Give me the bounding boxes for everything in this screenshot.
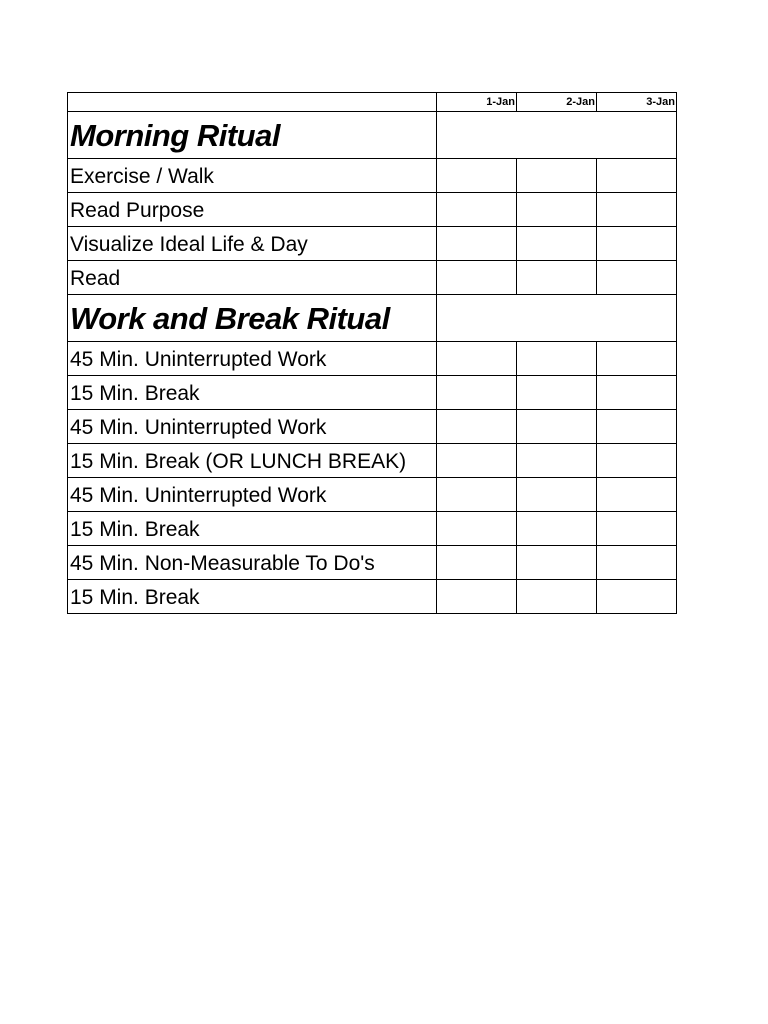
task-label[interactable]: Read xyxy=(68,261,437,295)
check-cell[interactable] xyxy=(437,227,517,261)
check-cell[interactable] xyxy=(597,261,677,295)
check-cell[interactable] xyxy=(517,261,597,295)
task-row xyxy=(68,580,677,614)
section-filler-cell[interactable] xyxy=(437,295,677,342)
date-header-2[interactable]: 2-Jan xyxy=(517,93,597,112)
task-row xyxy=(68,342,677,376)
ritual-tracker-table xyxy=(67,92,677,614)
task-label[interactable]: 15 Min. Break xyxy=(68,580,437,614)
date-header-row xyxy=(68,93,677,112)
task-row xyxy=(68,227,677,261)
date-header-1[interactable]: 1-Jan xyxy=(437,93,517,112)
header-blank-cell[interactable] xyxy=(68,93,437,112)
check-cell[interactable] xyxy=(517,227,597,261)
check-cell[interactable] xyxy=(597,512,677,546)
check-cell[interactable] xyxy=(597,546,677,580)
check-cell[interactable] xyxy=(517,512,597,546)
check-cell[interactable] xyxy=(517,159,597,193)
section-row xyxy=(68,112,677,159)
task-label[interactable]: 15 Min. Break xyxy=(68,512,437,546)
task-row xyxy=(68,512,677,546)
task-label[interactable]: Exercise / Walk xyxy=(68,159,437,193)
check-cell[interactable] xyxy=(597,193,677,227)
check-cell[interactable] xyxy=(517,410,597,444)
task-label[interactable]: 45 Min. Uninterrupted Work xyxy=(68,478,437,512)
check-cell[interactable] xyxy=(597,342,677,376)
task-row xyxy=(68,444,677,478)
check-cell[interactable] xyxy=(597,444,677,478)
check-cell[interactable] xyxy=(437,410,517,444)
section-row xyxy=(68,295,677,342)
task-row xyxy=(68,478,677,512)
check-cell[interactable] xyxy=(437,580,517,614)
check-cell[interactable] xyxy=(597,376,677,410)
task-label[interactable]: 15 Min. Break (OR LUNCH BREAK) xyxy=(68,444,437,478)
check-cell[interactable] xyxy=(597,159,677,193)
check-cell[interactable] xyxy=(517,546,597,580)
task-row xyxy=(68,410,677,444)
check-cell[interactable] xyxy=(517,342,597,376)
check-cell[interactable] xyxy=(437,342,517,376)
task-label[interactable]: 15 Min. Break xyxy=(68,376,437,410)
check-cell[interactable] xyxy=(517,580,597,614)
check-cell[interactable] xyxy=(437,478,517,512)
task-label[interactable]: Read Purpose xyxy=(68,193,437,227)
check-cell[interactable] xyxy=(517,444,597,478)
check-cell[interactable] xyxy=(437,512,517,546)
task-row xyxy=(68,546,677,580)
check-cell[interactable] xyxy=(437,193,517,227)
task-row xyxy=(68,159,677,193)
task-label[interactable]: 45 Min. Uninterrupted Work xyxy=(68,342,437,376)
check-cell[interactable] xyxy=(437,376,517,410)
section-title-morning-ritual[interactable]: Morning Ritual xyxy=(68,112,437,159)
task-row xyxy=(68,193,677,227)
check-cell[interactable] xyxy=(437,261,517,295)
check-cell[interactable] xyxy=(517,193,597,227)
check-cell[interactable] xyxy=(437,444,517,478)
check-cell[interactable] xyxy=(437,546,517,580)
task-label[interactable]: 45 Min. Non-Measurable To Do's xyxy=(68,546,437,580)
check-cell[interactable] xyxy=(597,580,677,614)
date-header-3[interactable]: 3-Jan xyxy=(597,93,677,112)
check-cell[interactable] xyxy=(597,410,677,444)
check-cell[interactable] xyxy=(597,478,677,512)
section-title-work-and-break-ritual[interactable]: Work and Break Ritual xyxy=(68,295,437,342)
check-cell[interactable] xyxy=(437,159,517,193)
task-label[interactable]: 45 Min. Uninterrupted Work xyxy=(68,410,437,444)
check-cell[interactable] xyxy=(597,227,677,261)
section-filler-cell[interactable] xyxy=(437,112,677,159)
check-cell[interactable] xyxy=(517,478,597,512)
task-row xyxy=(68,261,677,295)
check-cell[interactable] xyxy=(517,376,597,410)
task-label[interactable]: Visualize Ideal Life & Day xyxy=(68,227,437,261)
task-row xyxy=(68,376,677,410)
